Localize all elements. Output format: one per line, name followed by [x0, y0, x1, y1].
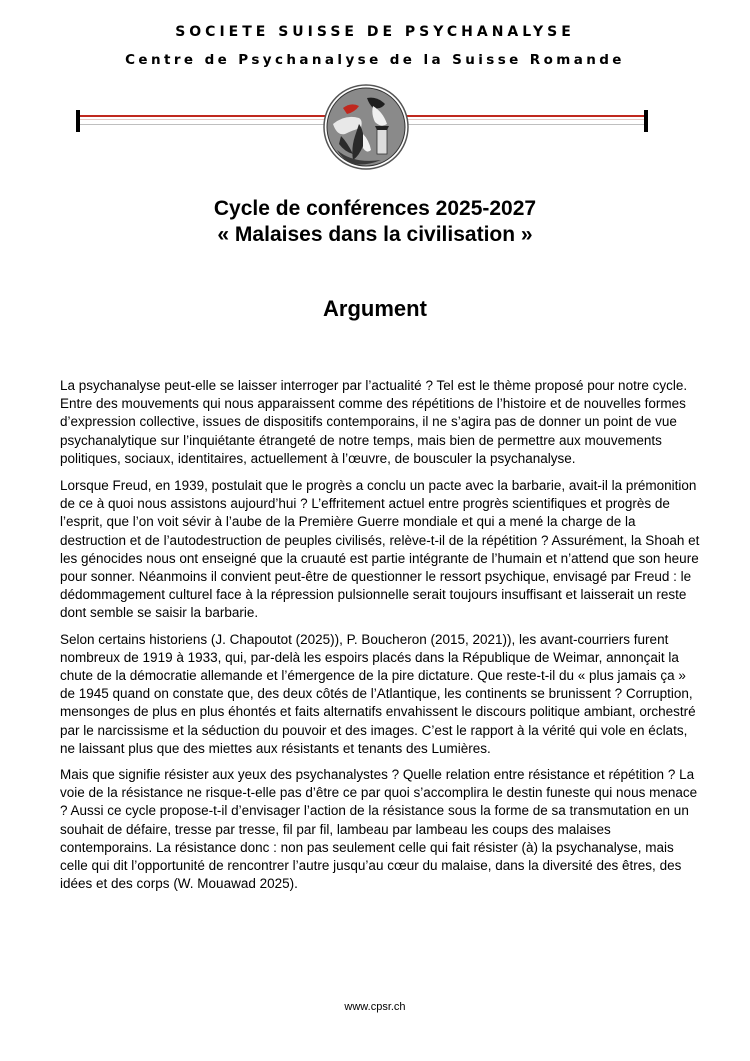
paragraph-1: La psychanalyse peut-elle se laisser interroger par l’actualité ? Tel est le thème proposé pour notre cycle. Entre des mouvements qui nous apparaissent comme des répétitions de l’histoire et de nouvelles formes d’expression collective, issues de dispositifs contemporains, il ne s’agira pas de donner un point de vue psychanalytique sur l’inquiétante étrangeté de notre temps, mais bien de permettre aux mouvements politiques, sociaux, identitaires, actuellement à l’œuvre, de bousculer la psychanalyse.: [60, 378, 688, 466]
cycle-title: [0, 196, 750, 248]
paragraph-2: Lorsque Freud, en 1939, postulait que le progrès a conclu un pacte avec la barbarie, avait-il la prémonition de ce à quoi nous assistons aujourd’hui ? L’effritement actuel entre progrès scientifiques et progrès de l’esprit, que l’on voit sévir à l’aube de la Première Guerre mondiale et qui a mené la charge de la destruction et de l’autodestruction de peuples civilisés, relève-t-il de la répétition ? Assurément, la Shoah et les génocides nous ont enseigné que la cruauté est partie intégrante de l’humain et n’attend que son heure pour sonner. Néanmoins il convient peut-être de questionner le ressort psychique, envisagé par Freud : le dédommagement culturel face à la répression pulsionnelle serait toujours insuffisant et laisserait un reste dont semble se saisir la barbarie.: [60, 478, 700, 621]
psychoanalysis-emblem-icon: [323, 84, 409, 170]
cycle-title-line-1: Cycle de conférences 2025-2027: [213, 197, 537, 220]
banner-right-cap: [644, 110, 648, 132]
section-heading: Argument: [323, 296, 427, 321]
paragraph-4: Mais que signifie résister aux yeux des psychanalystes ? Quelle relation entre résistance et répétition ? La voie de la résistance ne risque-t-elle pas d’être ce par quoi s’accomplira le destin funeste qui nous menace ? Aussi ce cycle propose-t-il d’envisager l’action de la résistance sous la forme de sa transmutation en un souhait de défaire, tresse par tresse, fil par fil, lambeau par lambeau les coups des malaises contemporains. La résistance donc : non pas seulement celle qui fait résister (à) la psychanalyse, mais celle qui dit l’opportunité de rencontrer l’autre jusqu’au cœur du malaise, dans la diversité des êtres, des idées et des corps (W. Mouawad 2025).: [60, 767, 698, 892]
paragraph-3: Selon certains historiens (J. Chapoutot (2025)), P. Boucheron (2015, 2021)), les avant-courriers furent nombreux de 1919 à 1933, qui, par-delà les espoirs placés dans la République de Weimar, annonçait la chute de la démocratie allemande et l’émergence de la pire dictature. Que reste-t-il du « plus jamais ça » de 1945 quand on constate que, des deux côtés de l’Atlantique, les continents se brunissent ? Corruption, mensonges de plus en plus éhontés et faits alternatifs envahissent le discours politique ambiant, orchestré par le narcissisme et la séduction du pouvoir et des images. C’est le rapport à la vérité qui vole en éclats, ne laissant plus que des miettes aux résistants et tenants des Lumières.: [60, 631, 696, 756]
organization-title: SOCIETE SUISSE DE PSYCHANALYSE: [175, 24, 575, 40]
argument-body: [60, 377, 702, 901]
centre-subtitle: Centre de Psychanalyse de la Suisse Romande: [125, 52, 625, 68]
cycle-title-line-2: « Malaises dans la civilisation »: [217, 223, 533, 246]
footer-website[interactable]: www.cpsr.ch: [344, 1001, 406, 1013]
